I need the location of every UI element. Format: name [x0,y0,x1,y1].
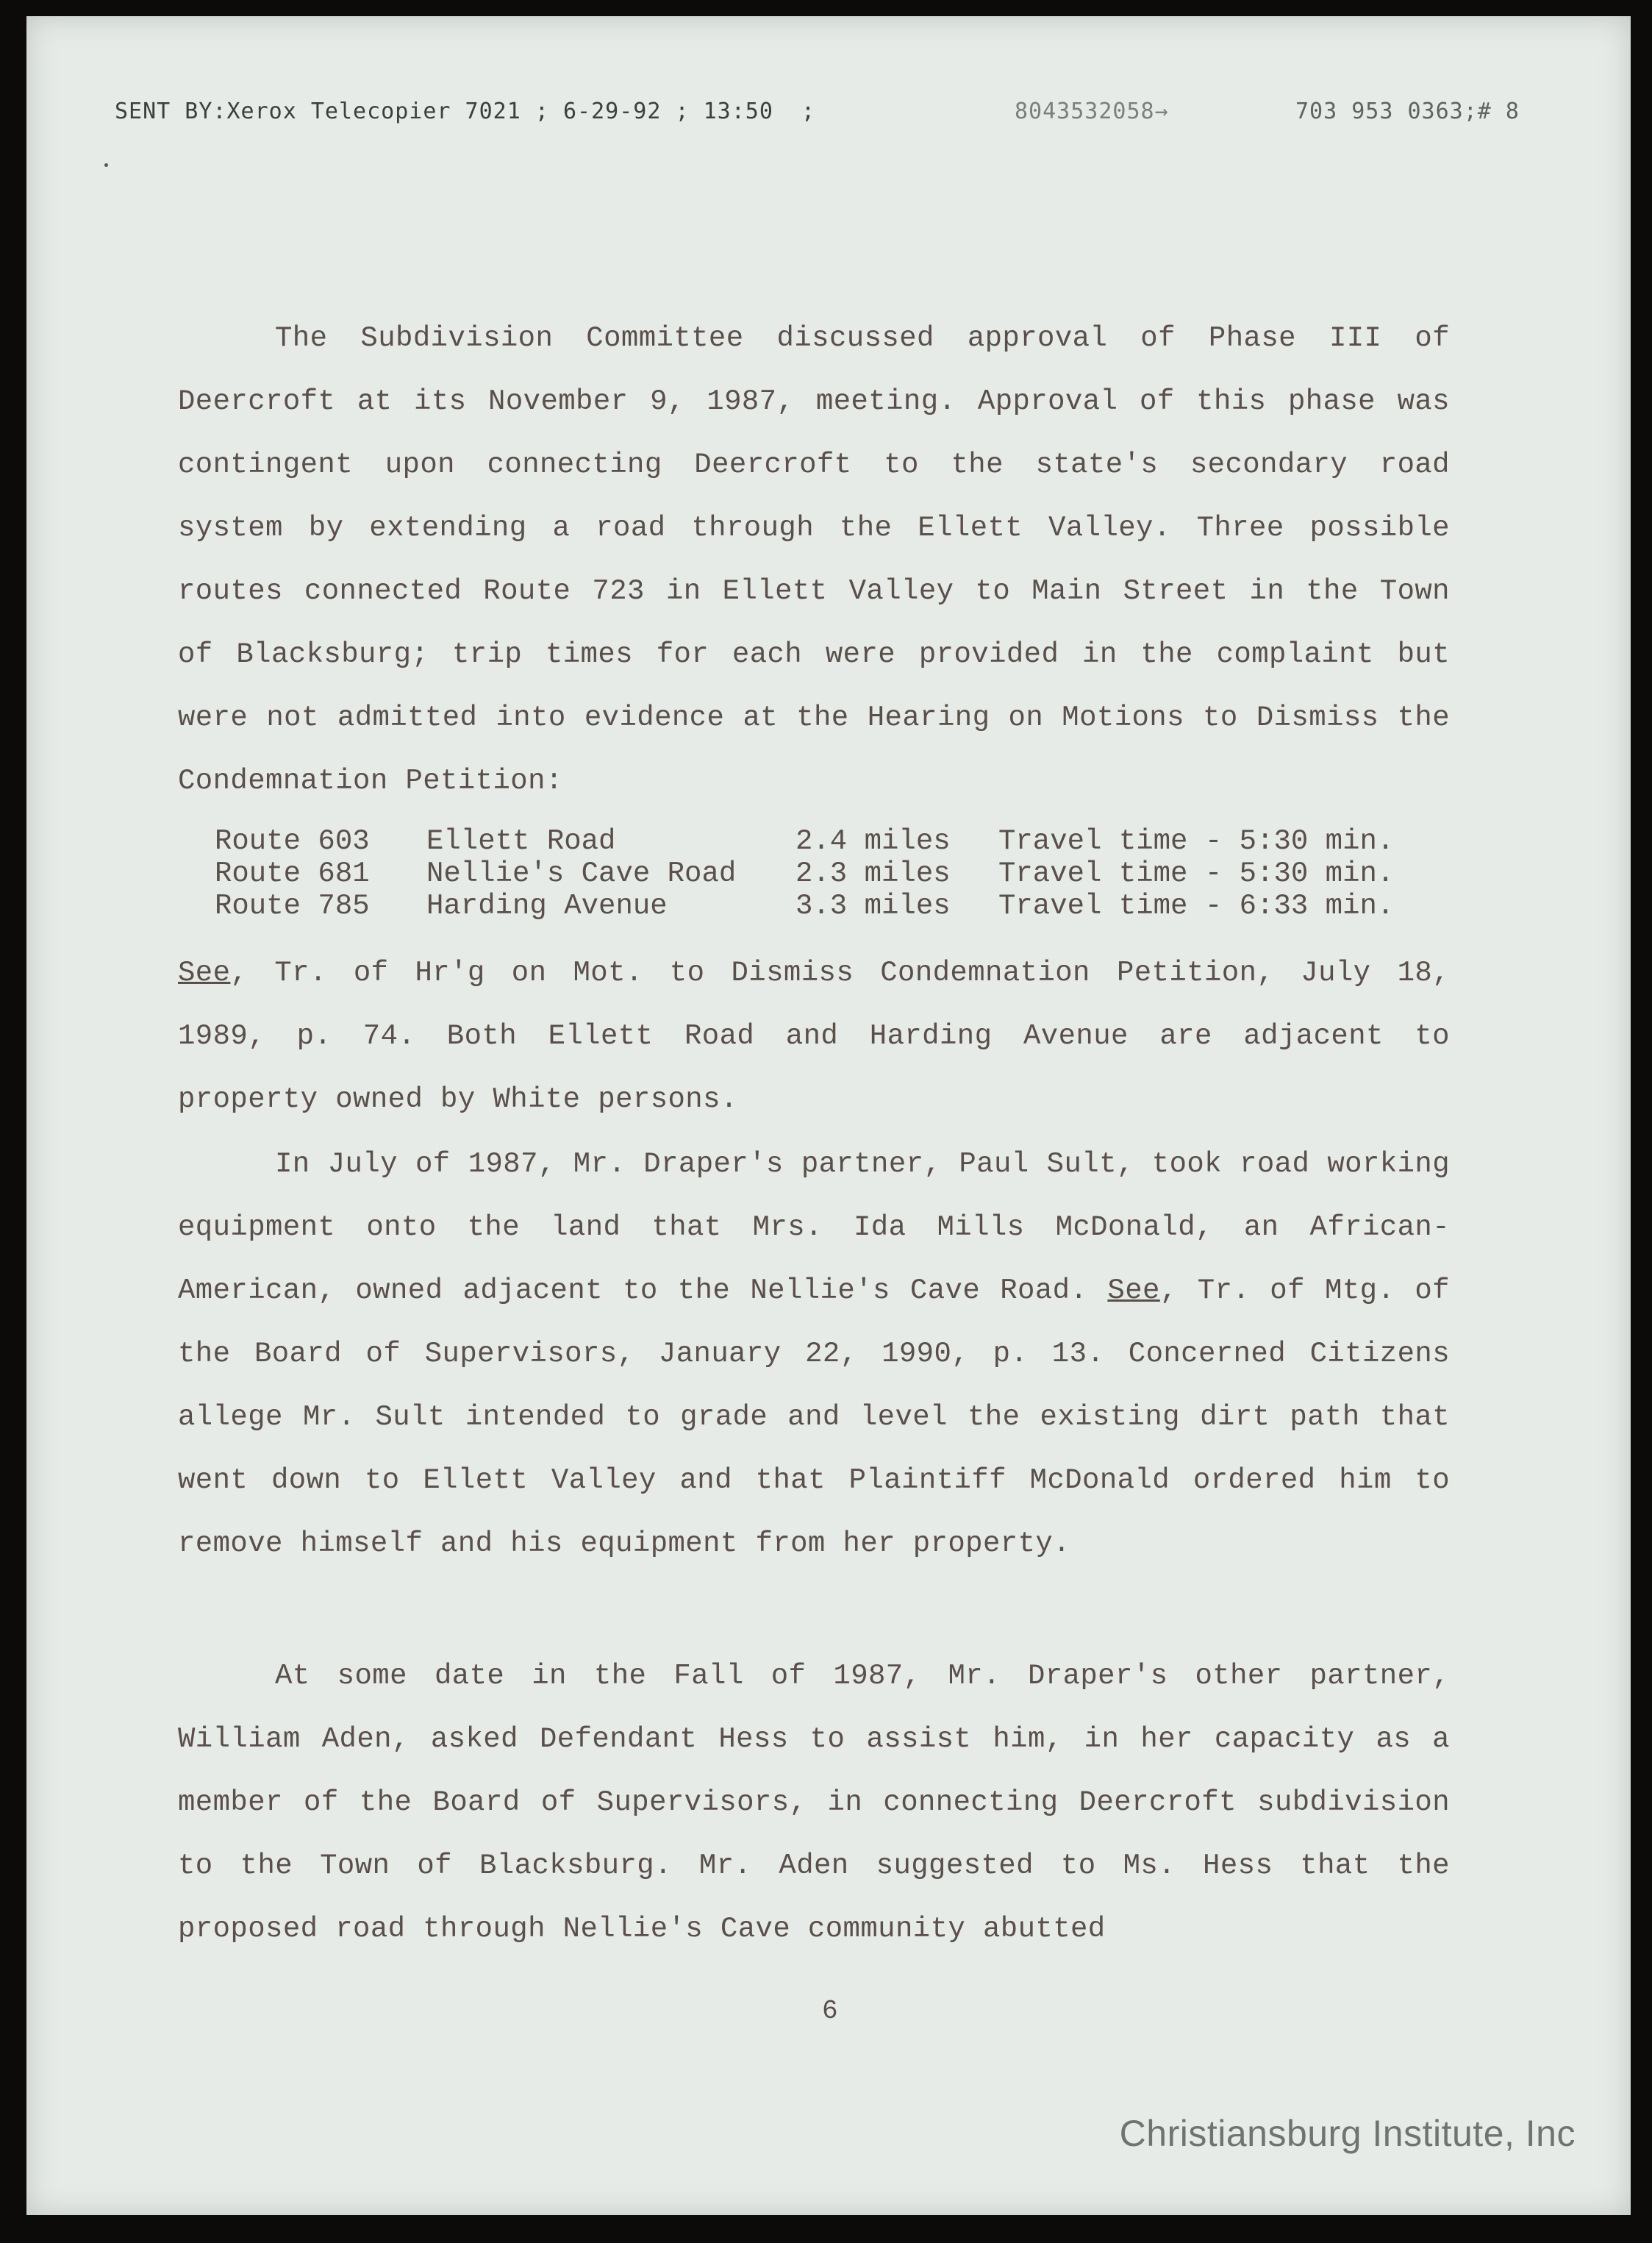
route-row [215,890,1454,922]
route-travel-time: Travel time - 5:30 min. [998,857,1395,890]
stray-mark [104,163,108,167]
route-miles: 2.3 miles [795,857,951,890]
paragraph-text: At some date in the Fall of 1987, Mr. Draper's other partner, William Aden, asked Defendant Hess to assist him, in her capacity as a member of the Board of Supervisors, in connecting Deercroft subdivision to the Town of Blacksburg. Mr. Aden suggested to Ms. Hess that the proposed road through Nellie's Cave community abutted [178,1660,1450,1945]
route-miles: 2.4 miles [795,825,951,857]
route-name: Nellie's Cave Road [426,857,737,890]
fax-header [26,99,1631,135]
route-name: Harding Avenue [426,890,668,922]
paragraph-text-part-a: In July of 1987, Mr. Draper's partner, Paul Sult, took road working equipment onto the land that Mrs. Ida Mills McDonald, an African-American, owned adjacent to the Nellie's Cave Road. [178,1148,1450,1307]
citation-text: , Tr. of Hr'g on Mot. to Dismiss Condemnation Petition, July 18, 1989, p. 74. Both Ellett Road and Harding Avenue are adjacent to property owned by White persons. [178,957,1450,1116]
routes-table [215,825,1454,922]
see-signal: See [178,957,231,989]
paragraph-july-1987 [178,1133,1450,1575]
fax-source-number: 8043532058→ [1015,99,1169,124]
route-miles: 3.3 miles [795,890,951,922]
paragraph-text-part-b: , Tr. of Mtg. of the Board of Supervisors, January 22, 1990, p. 13. Concerned Citizens allege Mr. Sult intended to grade and level the existing dirt path that went down to Ellett Valley and that Plaintiff McDonald ordered him to remove himself and his equipment from her property. [178,1274,1450,1560]
route-number: Route 785 [215,890,370,922]
fax-destination-number: 703 953 0363;# 8 [1295,99,1520,124]
route-row [215,825,1454,857]
route-travel-time: Travel time - 5:30 min. [998,825,1395,857]
paragraph-text [178,941,1450,1131]
document-page [26,16,1631,2215]
fax-sender-line: SENT BY:Xerox Telecopier 7021 ; 6-29-92 ; 13:50 ; [115,99,816,124]
route-travel-time: Travel time - 6:33 min. [998,890,1395,922]
watermark: Christiansburg Institute, Inc [1119,2113,1576,2154]
paragraph-fall-1987 [178,1644,1450,1961]
route-number: Route 681 [215,857,370,890]
see-signal: See [1107,1274,1160,1307]
route-name: Ellett Road [426,825,616,857]
paragraph-text: The Subdivision Committee discussed approval of Phase III of Deercroft at its November 9, 1987, meeting. Approval of this phase was contingent upon connecting Deercroft to the state's secondary road system by extending a road through the Ellett Valley. Three possible routes connected Route 723 in Ellett Valley to Main Street in the Town of Blacksburg; trip times for each were provided in the complaint but were not admitted into evidence at the Hearing on Motions to Dismiss the Condemnation Petition: [178,322,1450,797]
page-number: 6 [822,1996,838,2026]
route-number: Route 603 [215,825,370,857]
paragraph-subdivision-committee [178,307,1450,813]
paragraph-text [178,1133,1450,1575]
paragraph-citation [178,941,1450,1131]
route-row [215,857,1454,890]
